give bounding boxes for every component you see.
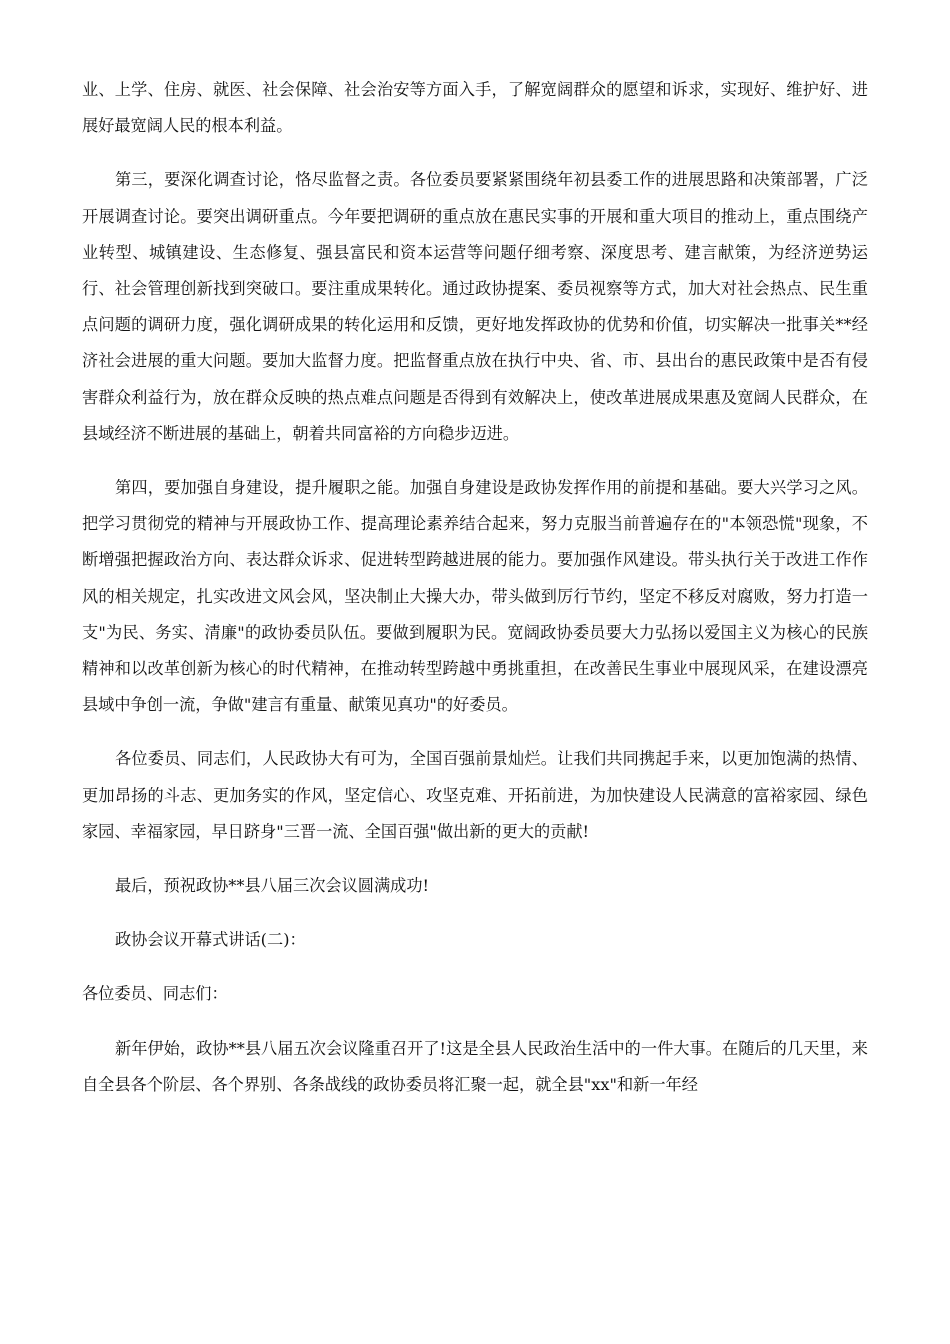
paragraph-fourth-point: 第四，要加强自身建设，提升履职之能。加强自身建设是政协发挥作用的前提和基础。要大兴学习之风。把学习贯彻党的精神与开展政协工作、提高理论素养结合起来，努力克服当前普遍存在的"本领恐慌"现象，不断增强把握政治方向、表达群众诉求、促进转型跨越进展的能力。要加强作风建设。带头执行关于改进工作作风的相关规定，扎实改进文风会风，坚决制止大操大办，带头做到厉行节约，坚定不移反对腐败，努力打造一支"为民、务实、清廉"的政协委员队伍。要做到履职为民。宽阔政协委员要大力弘扬以爱国主义为核心的民族精神和以改革创新为核心的时代精神，在推动转型跨越中勇挑重担，在改善民生事业中展现风采，在建设漂亮县域中争创一流，争做"建言有重量、献策见真功"的好委员。	[82, 478, 868, 715]
paragraph-closing-appeal: 各位委员、同志们，人民政协大有可为，全国百强前景灿烂。让我们共同携起手来，以更加饱满的热情、更加昂扬的斗志、更加务实的作风，坚定信心、攻坚克难、开拓前进，为加快建设人民满意的富裕家园、绿色家园、幸福家园，早日跻身"三晋一流、全国百强"做出新的更大的贡献!	[82, 749, 868, 841]
paragraph-final-wish: 最后，预祝政协**县八届三次会议圆满成功!	[115, 876, 430, 896]
paragraph-third-point: 第三，要深化调查讨论，恪尽监督之责。各位委员要紧紧围绕年初县委工作的进展思路和决策部署，广泛开展调查讨论。要突出调研重点。今年要把调研的重点放在惠民实事的开展和重大项目的推动上，重点围绕产业转型、城镇建设、生态修复、强县富民和资本运营等问题仔细考察、深度思考、建言献策，为经济逆势运行、社会管理创新找到突破口。要注重成果转化。通过政协提案、委员视察等方式，加大对社会热点、民生重点问题的调研力度，强化调研成果的转化运用和反馈，更好地发挥政协的优势和价值，切实解决一批事关**经济社会进展的重大问题。要加大监督力度。把监督重点放在执行中央、省、市、县出台的惠民政策中是否有侵害群众利益行为，放在群众反映的热点难点问题是否得到有效解决上，使改革进展成果惠及宽阔人民群众，在县域经济不断进展的基础上，朝着共同富裕的方向稳步迈进。	[82, 170, 868, 443]
salutation: 各位委员、同志们：	[82, 984, 228, 1004]
document-page	[82, 72, 868, 1121]
section-heading-speech-two: 政协会议开幕式讲话(二)：	[115, 930, 306, 950]
paragraph-continuation: 业、上学、住房、就医、社会保障、社会治安等方面入手，了解宽阔群众的愿望和诉求，实现好、维护好、进展好最宽阔人民的根本利益。	[82, 80, 868, 136]
paragraph-opening: 新年伊始，政协**县八届五次会议隆重召开了!这是全县人民政治生活中的一件大事。在随后的几天里，来自全县各个阶层、各个界别、各条战线的政协委员将汇聚一起，就全县"xx"和新一年经	[82, 1038, 868, 1094]
